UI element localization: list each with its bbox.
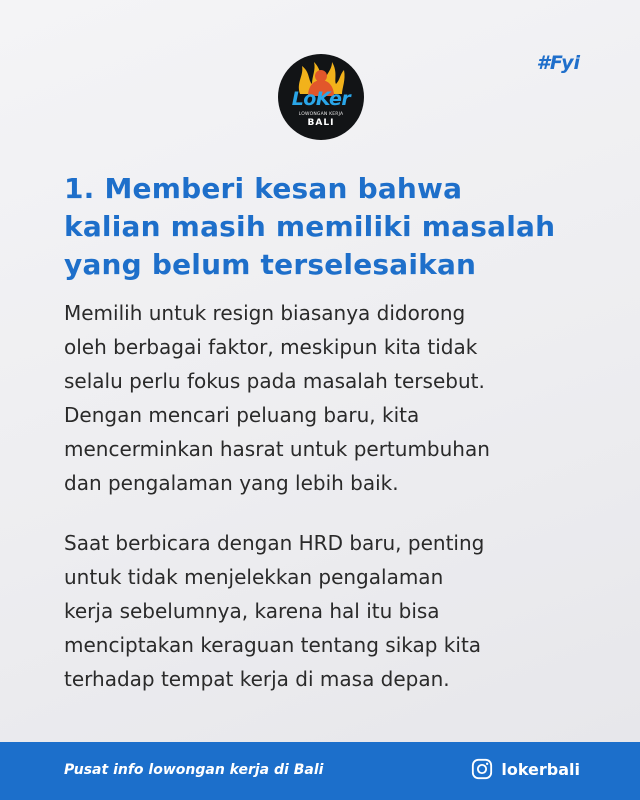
heading-line: 1. Memberi kesan bahwa (64, 172, 463, 205)
paragraph-line: oleh berbagai faktor, meskipun kita tidak (64, 335, 478, 359)
paragraph-line: kerja sebelumnya, karena hal itu bisa (64, 599, 440, 623)
paragraph-line: menciptakan keraguan tentang sikap kita (64, 633, 482, 657)
logo-subtitle: LOWONGAN KERJA (298, 112, 344, 117)
body-paragraph-1 (64, 296, 584, 500)
paragraph-line: dan pengalaman yang lebih baik. (64, 471, 399, 495)
paragraph-line: mencerminkan hasrat untuk pertumbuhan (64, 437, 490, 461)
section-heading (64, 170, 584, 284)
instagram-icon (471, 758, 493, 780)
logo-badge (278, 54, 364, 140)
heading-line: yang belum terselesaikan (64, 248, 477, 281)
instagram-handle: lokerbali (501, 759, 580, 779)
hashtag-label: #Fyi (536, 52, 580, 74)
logo-wordmark: LoKer (291, 88, 351, 110)
instagram-handle-link[interactable] (471, 758, 580, 780)
heading-line: kalian masih memiliki masalah (64, 210, 556, 243)
footer-bar (0, 742, 640, 800)
logo-region: BALI (307, 118, 335, 128)
body-paragraph-2 (64, 526, 584, 696)
paragraph-line: Saat berbicara dengan HRD baru, penting (64, 531, 485, 555)
paragraph-line: untuk tidak menjelekkan pengalaman (64, 565, 444, 589)
paragraph-line: Dengan mencari peluang baru, kita (64, 403, 420, 427)
paragraph-line: selalu perlu fokus pada masalah tersebut. (64, 369, 485, 393)
paragraph-line: terhadap tempat kerja di masa depan. (64, 667, 450, 691)
paragraph-line: Memilih untuk resign biasanya didorong (64, 301, 466, 325)
footer-tagline: Pusat info lowongan kerja di Bali (64, 762, 324, 778)
